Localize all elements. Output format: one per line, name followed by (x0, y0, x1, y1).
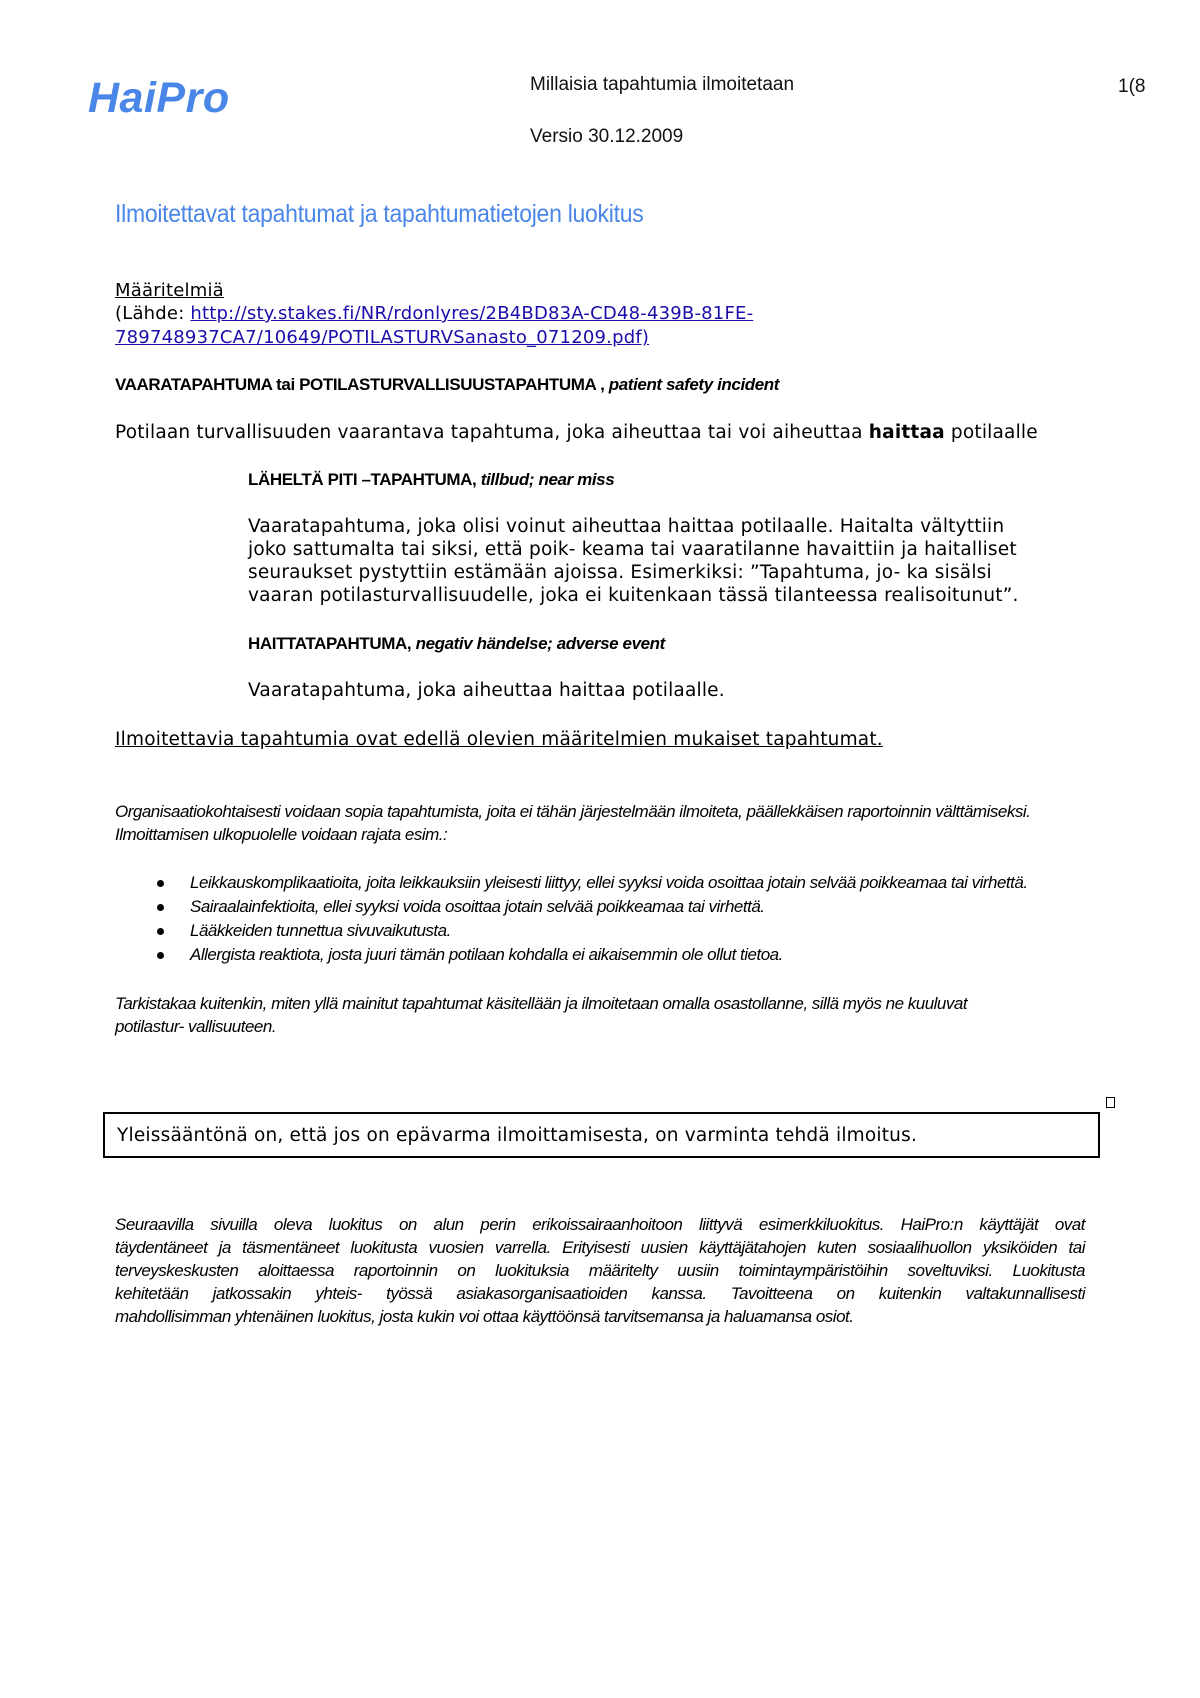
desc-text-end: potilaalle (944, 422, 1038, 443)
term-caps: LÄHELTÄ PITI –TAPAHTUMA, (248, 470, 477, 489)
list-item (190, 943, 1110, 967)
paragraph-line: Seuraavilla sivuilla oleva luokitus on alun perin erikoissairaanhoitoon liittyvä esimerkkiluokitus. HaiPro:n käyttäjät ovat (115, 1215, 1085, 1234)
check-note (115, 992, 1115, 1038)
paragraph-line: mahdollisimman yhtenäinen luokitus, josta kukin voi ottaa käyttöönsä tarvitsemansa ja haluamansa osiot. (115, 1307, 854, 1326)
paragraph-line: kehitetään jatkossakin yhteis- työssä asiakasorganisaatioiden kanssa. Tavoitteena on kuitenkin valtakunnallisesti (115, 1284, 1085, 1303)
haipro-logo: HaiPro (88, 74, 230, 122)
term-near-miss-desc (248, 515, 1019, 607)
source-prefix: (Lähde: (115, 303, 191, 324)
document-title: Millaisia tapahtumia ilmoitetaan (530, 74, 795, 95)
bullet-icon (157, 904, 164, 911)
bullet-icon (157, 952, 164, 959)
term-adverse-event-desc: Vaaratapahtuma, joka aiheuttaa haittaa potilaalle. (248, 680, 725, 701)
term-near-miss (248, 470, 614, 490)
list-item-text: Leikkauskomplikaatioita, joita leikkauksiin yleisesti liittyy, ellei syyksi voida osoittaa jotain selvää poikkeamaa tai virhettä. (190, 873, 1028, 892)
desc-bold: haittaa (868, 422, 945, 443)
paragraph-line: täydentäneet ja täsmentäneet luokitusta vuosien varrella. Erityisesti uusien käyttäjätahojen kuten sosiaalihuollon yksiköiden tai (115, 1238, 1085, 1257)
desc-line: vaaran potilasturvallisuudelle, joka ei kuitenkaan tässä tilanteessa realisoitunut”. (248, 585, 1019, 606)
page-number: 1(8 (1118, 76, 1146, 97)
reportable-events-note: Ilmoitettavia tapahtumia ovat edellä olevien määritelmien mukaiset tapahtumat. (115, 729, 883, 750)
term-adverse-event (248, 634, 665, 654)
term-caps: VAARATAPAHTUMA tai POTILASTURVALLISUUSTAPAHTUMA , (115, 375, 605, 394)
term-english: patient safety incident (608, 375, 780, 394)
organisation-note (115, 800, 1115, 846)
list-item (190, 871, 1110, 895)
bullet-icon (157, 880, 164, 887)
version-label: Versio 30.12.2009 (530, 126, 684, 147)
desc-text: Potilaan turvallisuuden vaarantava tapahtuma, joka aiheuttaa tai voi aiheuttaa (115, 422, 869, 443)
desc-line: seuraukset pystyttiin estämään ajoissa. Esimerkiksi: ”Tapahtuma, jo- ka sisälsi (248, 562, 992, 583)
definitions-heading: Määritelmiä (115, 280, 224, 301)
note-line: Tarkistakaa kuitenkin, miten yllä mainitut tapahtumat käsitellään ja ilmoitetaan omalla osastollanne, sillä myös ne kuuluvat (115, 994, 968, 1013)
source-link[interactable]: http://sty.stakes.fi/NR/rdonlyres/2B4BD83A-CD48-439B-81FE- (190, 303, 754, 324)
source-line-1 (115, 303, 753, 324)
list-item-text: Allergista reaktiota, josta juuri tämän potilaan kohdalla ei aikaisemmin ole ollut tietoa. (190, 945, 783, 964)
source-line-2 (115, 327, 649, 348)
exclusions-list (190, 871, 1110, 967)
term-english: negativ händelse; adverse event (415, 634, 665, 653)
page-title: Ilmoitettavat tapahtumat ja tapahtumatietojen luokitus (115, 200, 644, 228)
bullet-icon (157, 928, 164, 935)
term-caps: HAITTATAPAHTUMA, (248, 634, 412, 653)
desc-line: Vaaratapahtuma, joka olisi voinut aiheuttaa haittaa potilaalle. Haitalta vältyttiin (248, 516, 1005, 537)
list-item-text: Lääkkeiden tunnettua sivuvaikutusta. (190, 921, 451, 940)
desc-line: joko sattumalta tai siksi, että poik- keama tai vaaratilanne havaittiin ja haitalliset (248, 539, 1017, 560)
term-english: tillbud; near miss (480, 470, 615, 489)
checkbox-marker-icon (1106, 1097, 1115, 1108)
list-item (190, 895, 1110, 919)
note-line: Organisaatiokohtaisesti voidaan sopia tapahtumista, joita ei tähän järjestelmään ilmoiteta, päällekkäisen raportoinnin välttämiseksi. (115, 802, 1031, 821)
note-line: Ilmoittamisen ulkopuolelle voidaan rajata esim.: (115, 825, 448, 844)
term-patient-safety-incident (115, 375, 779, 395)
paragraph-line: terveyskeskusten aloittaessa raportoinnin on luokituksia määritelty uusiin toimintaympäristöihin soveltuviksi. Luokitusta (115, 1261, 1085, 1280)
closing-paragraph (115, 1213, 1085, 1328)
source-link-continued[interactable]: 789748937CA7/10649/POTILASTURVSanasto_071209.pdf) (115, 327, 650, 348)
list-item (190, 919, 1110, 943)
term-patient-safety-incident-desc (115, 421, 1038, 444)
general-rule-text: Yleissääntönä on, että jos on epävarma ilmoittamisesta, on varminta tehdä ilmoitus. (117, 1125, 918, 1146)
note-line: potilastur- vallisuuteen. (115, 1017, 277, 1036)
list-item-text: Sairaalainfektioita, ellei syyksi voida osoittaa jotain selvää poikkeamaa tai virhettä. (190, 897, 765, 916)
general-rule-box (103, 1112, 1100, 1158)
